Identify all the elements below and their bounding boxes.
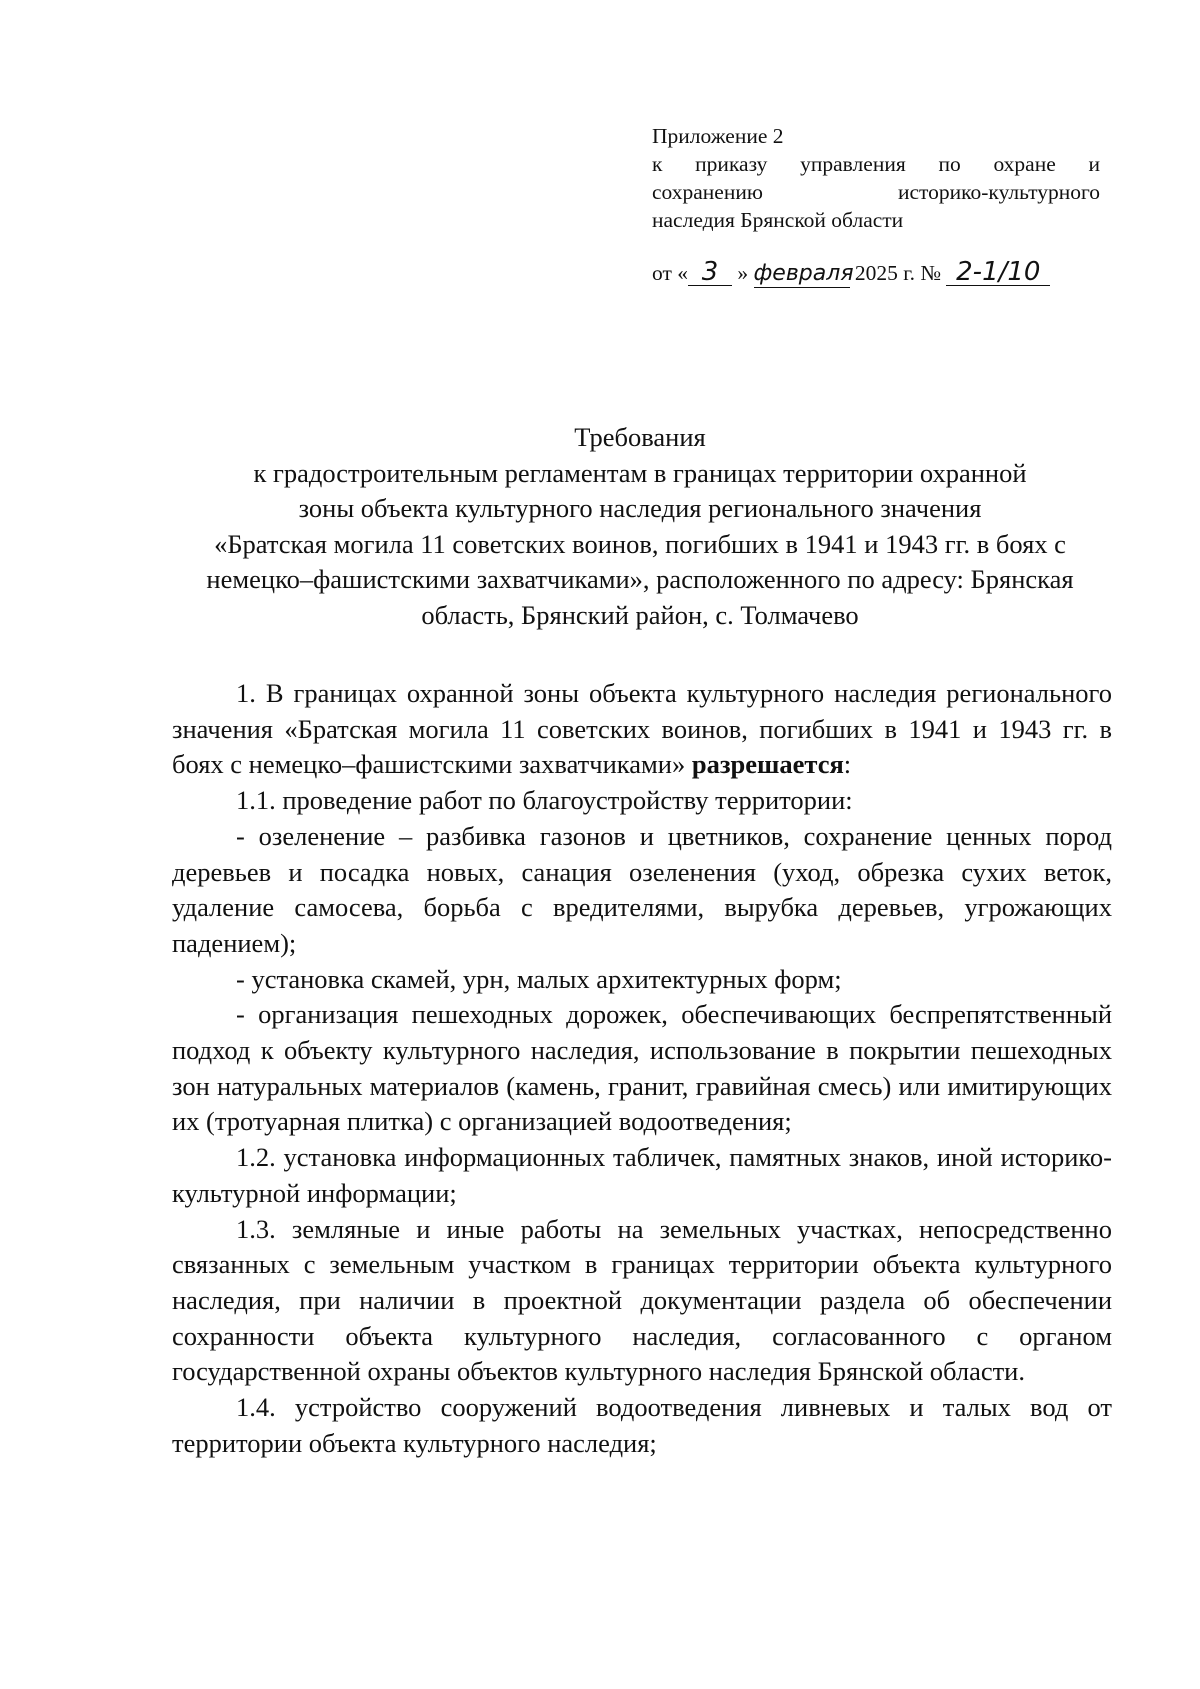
paragraph-1-end: : (843, 749, 852, 780)
appendix-authority-line: сохранению историко-культурного (652, 180, 1100, 204)
order-year: 2025 г. № (854, 261, 941, 285)
paragraph-paths: - организация пешеходных дорожек, обеспечивающих беспрепятственный подход к объекту культурного наследия, использование в покрытии пешеходных зон натуральных материалов (камень, гранит, гравийная смесь) или имитирующих их (тротуарная плитка) с организацией водоотведения; (172, 999, 1112, 1137)
order-reference (652, 258, 1122, 288)
paragraph-1 (172, 676, 1112, 783)
order-day-handwritten: 3 (688, 259, 732, 286)
order-date-mid: » (737, 261, 749, 285)
paragraph-1-text: 1. В границах охранной зоны объекта культурного наследия регионального значения «Братская могила 11 советских воинов, погибших в 1941 и 1943 гг. в боях с немецко–фашистскими захватчиками» (172, 678, 1112, 780)
document-title (160, 420, 1120, 633)
order-date-prefix: от « (652, 261, 688, 285)
title-heading: Требования (574, 422, 706, 452)
paragraph-1-1: 1.1. проведение работ по благоустройству территории: (236, 785, 853, 816)
appendix-number: Приложение 2 (652, 124, 784, 148)
paragraph-1-4: 1.4. устройство сооружений водоотведения ливневых и талых вод от территории объекта культурного наследия; (172, 1392, 1112, 1458)
title-line-1: к градостроительным регламентам в границах территории охранной (253, 457, 1027, 488)
title-line-2: зоны объекта культурного наследия регионального значения (298, 493, 982, 523)
order-number-handwritten: 2-1/10 (946, 259, 1050, 286)
title-line-3: «Братская могила 11 советских воинов, погибших в 1941 и 1943 гг. в боях с (214, 528, 1066, 559)
appendix-region-line: наследия Брянской области (652, 208, 904, 232)
title-line-5: область, Брянский район, с. Толмачево (421, 599, 859, 630)
paragraph-1-bold: разрешается (691, 749, 844, 780)
title-line-4: немецко–фашистскими захватчиками», расположенного по адресу: Брянская (206, 564, 1074, 594)
paragraph-landscaping: - озеленение – разбивка газонов и цветников, сохранение ценных пород деревьев и посадка новых, санация озеленения (уход, обрезка сухих веток, удаление самосева, борьба с вредителями, вырубка деревьев, угрожающих падением); (172, 820, 1112, 958)
document-body (172, 676, 1112, 1461)
appendix-order-line: к приказу управления по охране и (652, 152, 1100, 176)
appendix-header (652, 122, 1100, 234)
paragraph-1-3: 1.3. земляные и иные работы на земельных участках, непосредственно связанных с земельным участком в границах территории объекта культурного наследия, при наличии в проектной документации раздела об обеспечении сохранности объекта культурного наследия, согласованного с органом государственной охраны объектов культурного наследия Брянской области. (172, 1213, 1112, 1387)
paragraph-1-2: 1.2. установка информационных табличек, памятных знаков, иной историко-культурной информации; (172, 1142, 1112, 1208)
order-month-handwritten: февраля (753, 261, 854, 286)
paragraph-benches: - установка скамей, урн, малых архитектурных форм; (236, 963, 842, 994)
